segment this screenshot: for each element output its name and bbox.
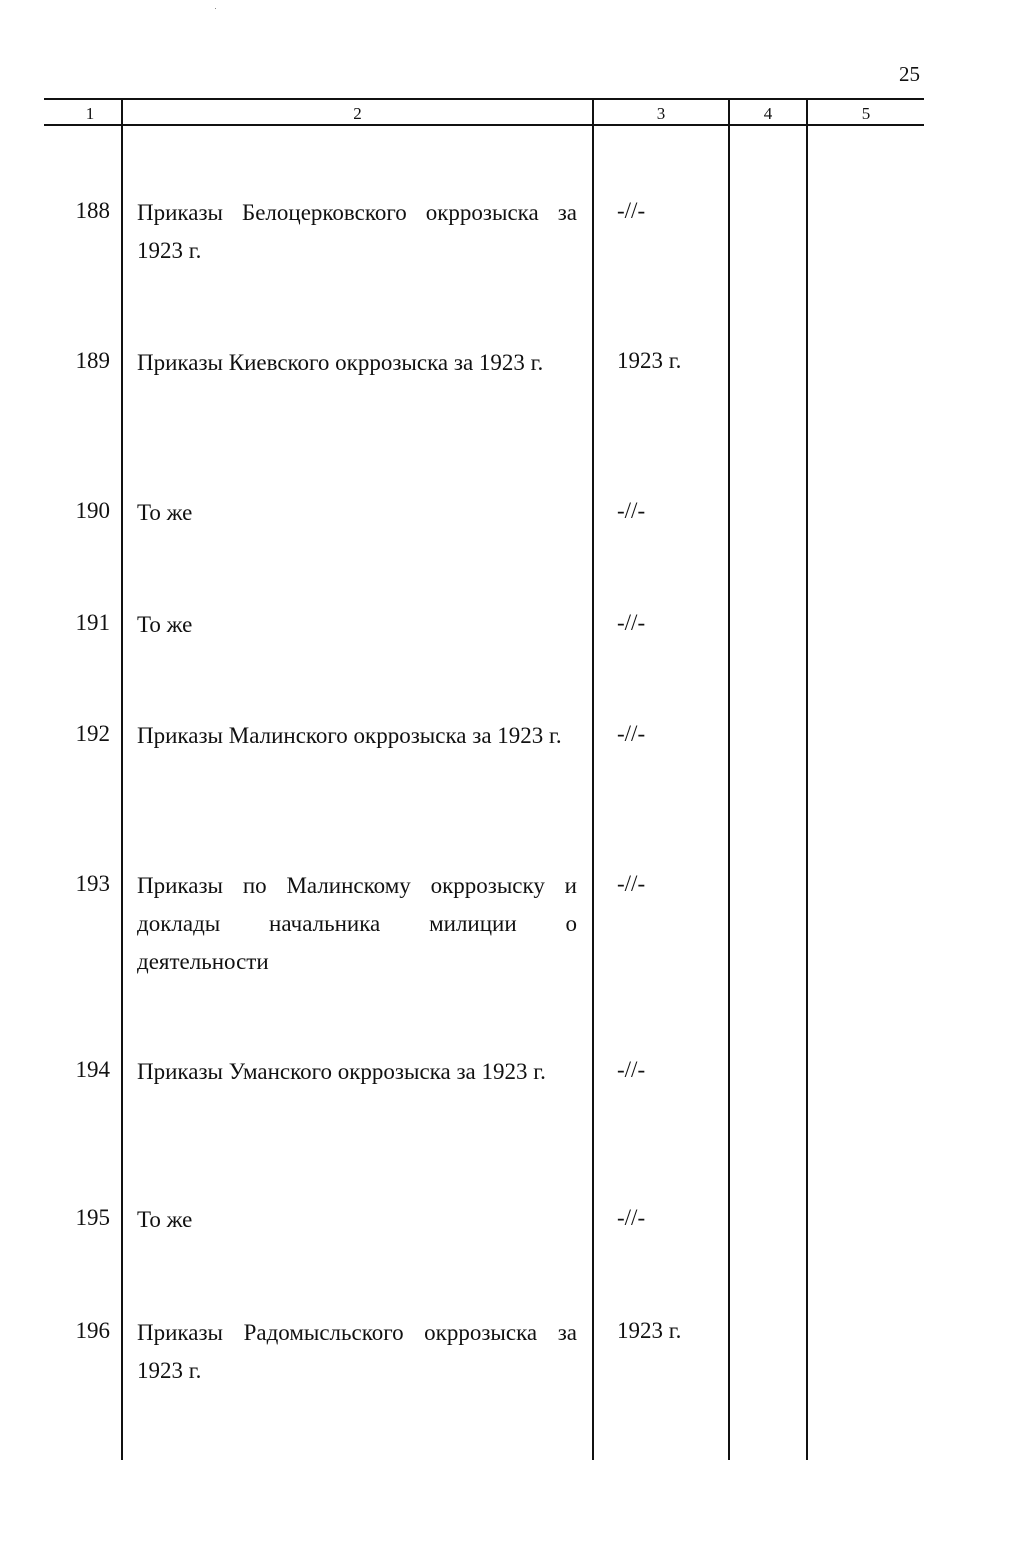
row-description: Приказы Белоцерковского окррозыска за 1923 г. [137,200,577,263]
page-number: 25 [899,62,920,86]
row-date: 1923 г. [617,1318,682,1343]
row-number: 193 [75,871,110,896]
row-description: То же [137,1207,193,1232]
column-header-2: 2 [353,104,362,123]
row-description: Приказы Уманского окррозыска за 1923 г. [137,1059,546,1084]
column-header-5: 5 [861,104,871,123]
row-description: Приказы Малинского окррозыска за 1923 г. [137,723,562,748]
column-divider-2 [592,98,594,1460]
row-date: -//- [617,610,646,635]
row-number: 188 [75,198,110,223]
row-number: 196 [75,1318,110,1343]
row-date: -//- [617,871,646,896]
column-header-3: 3 [656,104,666,123]
row-date: -//- [617,721,646,746]
row-number: 191 [75,610,110,635]
row-date: -//- [617,1057,646,1082]
column-divider-3 [728,98,730,1460]
column-divider-4 [806,98,808,1460]
row-date: -//- [617,498,646,523]
row-number: 194 [75,1057,110,1082]
row-number: 195 [75,1205,110,1230]
header-top-rule [44,98,924,100]
row-number: 190 [75,498,110,523]
row-number: 189 [75,348,110,373]
scan-speck [215,8,216,9]
row-date: 1923 г. [617,348,682,373]
column-divider-1 [121,98,123,1460]
row-description: То же [137,612,193,637]
row-description: Приказы Радомысльского окррозыска за 1923 г. [137,1320,577,1383]
column-header-1: 1 [85,104,95,123]
row-description: Приказы Киевского окррозыска за 1923 г. [137,350,544,375]
row-description: Приказы по Малинскому окррозыску и доклады начальника милиции о деятельности [137,873,577,974]
header-bottom-rule [44,124,924,126]
column-header-4: 4 [763,104,773,123]
row-description: То же [137,500,193,525]
row-number: 192 [75,721,110,746]
row-date: -//- [617,1205,646,1230]
row-date: -//- [617,198,646,223]
